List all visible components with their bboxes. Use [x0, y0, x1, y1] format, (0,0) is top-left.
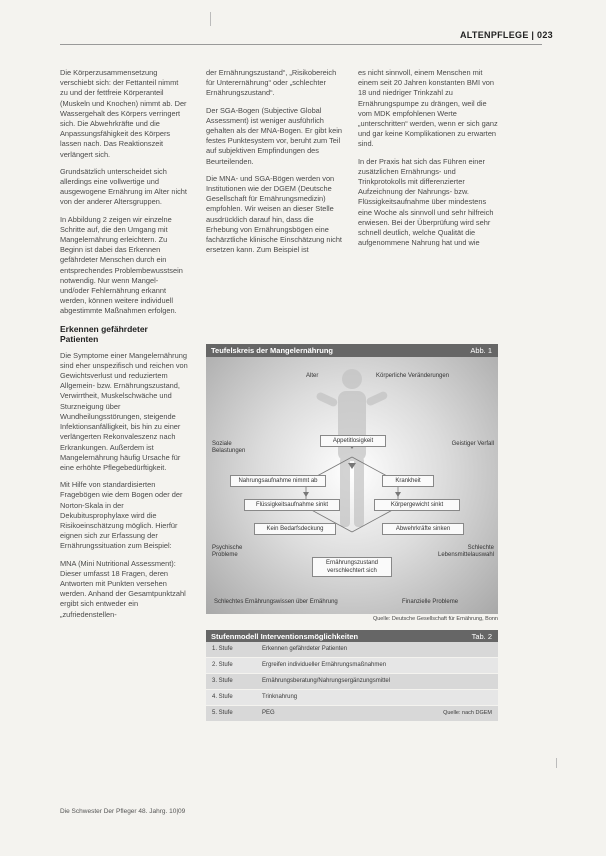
- table-source: Quelle: nach DGEM: [443, 710, 492, 716]
- scan-mark: [210, 12, 211, 26]
- header-rule: [60, 44, 542, 45]
- paragraph: MNA (Mini Nutritional Assessment): Dieser umfasst 18 Fragen, deren Antworten mit Punkten versehen werden. Anhand der Gesamtpunktzahl ergibt sich entweder ein „zufriedenstellen-: [60, 558, 186, 619]
- column-2: [206, 68, 342, 262]
- table-body: [206, 642, 498, 722]
- cell-stufe: 4. Stufe: [212, 694, 233, 700]
- table-number: Tab. 2: [471, 632, 492, 641]
- label-finanzielle-probleme: Finanzielle Probleme: [402, 599, 459, 605]
- cell-stufe: 1. Stufe: [212, 646, 233, 652]
- table-intervention: [206, 630, 498, 722]
- table-row: [206, 674, 498, 690]
- paragraph: In Abbildung 2 zeigen wir einzelne Schritte auf, die den Umgang mit Mangelernährung erleichtern. Zu Beginn ist dabei das Erkennen gefährdeter Menschen durch ein entsprechendes Problembewusstsein notwendig. Nur wenn Mangel- und/oder Fehlernährung erkannt werden, können weitere individuell abgestimmte Maßnahmen erfolgen.: [60, 214, 183, 316]
- label-alter: Alter: [306, 373, 319, 379]
- label-psychische-probleme: Psychische Probleme: [212, 545, 243, 558]
- cell-text: Trinknahrung: [262, 694, 298, 700]
- table-title: Stufenmodell Interventionsmöglichkeiten: [211, 632, 359, 641]
- label-soziale-belastungen: Soziale Belastungen: [212, 441, 246, 454]
- cell-text-value: PEG: [262, 710, 275, 716]
- column-3: [358, 68, 498, 255]
- cell-text: Ernährungsberatung/Nahrungsergänzungsmittel: [262, 678, 391, 684]
- paragraph: Die Symptome einer Mangelernährung sind eher unspezifisch und reichen von Gewichtsverlust und reduziertem Allgemein- bzw. Ernährungszustand, Verwirrtheit, Muskelschwäche und Sturzneigung über Wundheilungsstörungen, steigende Infektionsanfälligkeit, bis hin zu einer verlängerten Rekonvaleszenz nach Erkrankungen. Außerdem ist Mangelernährung häufig Ursache für eine erhöhte Pflegebedürftigkeit.: [60, 350, 188, 472]
- paragraph: In der Praxis hat sich das Führen einer zusätzlichen Ernährungs- und Trinkprotokolls mit differenzierter Aufzeichnung der Nahrungs- bzw. Flüssigkeitsaufnahme über mindestens eine Woche als sinnvoll und sehr hilfreich erwiesen. Bei der Überprüfung wird sehr schnell deutlich, welche Qualität die aufgenommene Nahrung hat und wie: [358, 156, 494, 248]
- cell-stufe: 5. Stufe: [212, 710, 233, 716]
- cell-text: [256, 706, 498, 721]
- figure-vicious-circle: [206, 344, 498, 614]
- paragraph: Der SGA-Bogen (Subjective Global Assessment) ist weniger ausführlich gehalten als der MNA-Bogen. Er gibt kein festes Punktesystem vor, beruht zum Teil auf subjektiven Empfindungen des Beurteilenden.: [206, 105, 342, 166]
- table-row: [206, 642, 498, 658]
- box-fluessigkeitsaufnahme: Flüssigkeitsaufnahme sinkt: [244, 499, 340, 511]
- box-nahrungsaufnahme: Nahrungsaufnahme nimmt ab: [230, 475, 326, 487]
- figure-body: [206, 357, 498, 614]
- cell-text: Erkennen gefährdeter Patienten: [262, 646, 348, 652]
- paragraph: Die Körperzusammensetzung verschiebt sich: der Fettanteil nimmt zu und der fettfreie Körperanteil (Muskeln und Knochen) nimmt ab. Der Wassergehalt des Körpers verringert sich. Die Abwehrkräfte und die Anpassungsfähigkeit des Körpers lassen nach. Das Reaktionszeit verlängert sich.: [60, 68, 187, 159]
- table-row: [206, 706, 498, 722]
- box-koerpergewicht: Körpergewicht sinkt: [374, 499, 460, 511]
- label-koerperliche-veraenderungen: Körperliche Veränderungen: [376, 373, 450, 379]
- cell-stufe: 3. Stufe: [212, 678, 233, 684]
- figure-title-bar: [206, 344, 498, 357]
- figure-title: Teufelskreis der Mangelernährung: [211, 346, 333, 355]
- figure-number: Abb. 1: [470, 346, 492, 355]
- box-abwehrkraefte: Abwehrkräfte sinken: [382, 523, 464, 535]
- page-footer: Die Schwester Der Pfleger 48. Jahrg. 10|09: [60, 808, 186, 815]
- paragraph: Mit Hilfe von standardisierten Fragebögen wie dem Bogen oder der Norton-Skala in der Dekubitusprophylaxe wird die Risikoeinschätzung möglich. Hierfür eignen sich zur Erfassung der Ernährungssituation zum Beispiel:: [60, 480, 183, 551]
- label-schlechtes-ernaehrungswissen: Schlechtes Ernährungswissen über Ernährung: [214, 599, 338, 605]
- table-row: [206, 690, 498, 706]
- table-title-bar: [206, 630, 498, 642]
- scan-mark: [556, 758, 557, 768]
- paragraph: Die MNA- und SGA-Bögen werden von Institutionen wie der DGEM (Deutsche Gesellschaft für Ernährungsmedizin) empfohlen. Wir weisen an dieser Stelle ausdrücklich darauf hin, dass die Erhebung von Ernährungsbögen eine fachärztliche klinische Einschätzung nicht ersetzen kann. Zum Beispiel ist: [206, 173, 342, 255]
- cell-text: Ergreifen individueller Ernährungsmaßnahmen: [262, 662, 387, 668]
- box-ernaehrungszustand: Ernährungszustand verschlechtert sich: [312, 557, 392, 577]
- column-1: [60, 68, 188, 627]
- label-geistiger-verfall: Geistiger Verfall: [451, 441, 494, 447]
- paragraph: es nicht sinnvoll, einem Menschen mit einem seit 20 Jahren konstanten BMI von 18 und niedriger Trinkzahl zu Ernährungspumpe zu drängen, weil die vom MDK empfohlenen Werte „unterschritten“ werden, wenn er sich ganz und gar keine Komplikationen zu erwarten sind.: [358, 68, 498, 149]
- box-krankheit: Krankheit: [382, 475, 434, 487]
- table-row: [206, 658, 498, 674]
- box-bedarfsdeckung: Kein Bedarfsdeckung: [254, 523, 336, 535]
- paragraph: Grundsätzlich unterscheidet sich allerdings eine vollwertige und ausgewogene Ernährung im Alter nicht von der anderer Altersgruppen.: [60, 166, 187, 207]
- paragraph: der Ernährungszustand“, „Risikobereich für Unterernährung“ oder „schlechter Ernährungszustand“.: [206, 68, 337, 98]
- label-schlechte-lebensmittelauswahl: Schlechte Lebensmittelauswahl: [438, 545, 495, 558]
- figure-caption: Quelle: Deutsche Gesellschaft für Ernährung, Bonn: [372, 616, 498, 622]
- box-appetitlosigkeit: Appetitlosigkeit: [320, 435, 386, 447]
- section-heading: Erkennen gefährdeter Patienten: [60, 323, 148, 345]
- cell-stufe: 2. Stufe: [212, 662, 233, 668]
- page-header: ALTENPFLEGE | 023: [460, 30, 553, 40]
